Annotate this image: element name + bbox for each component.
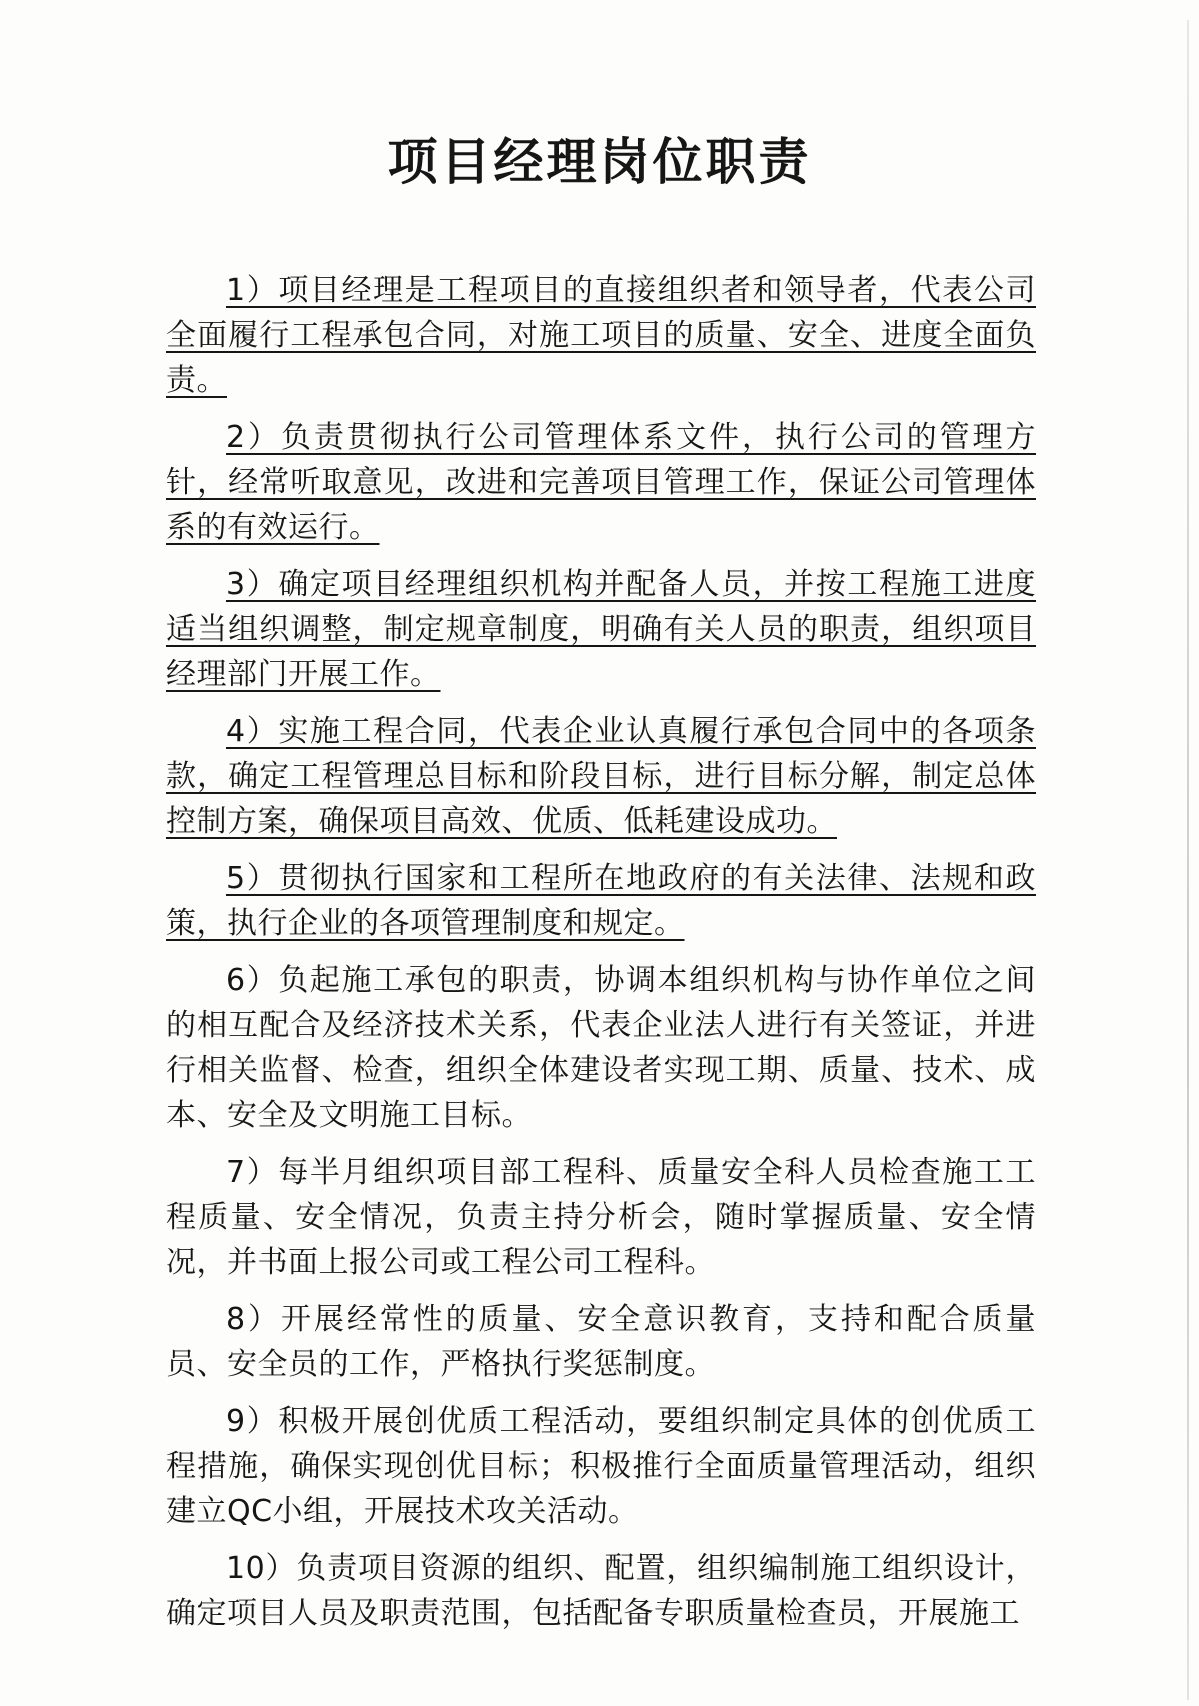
duty-item-1 (166, 268, 1036, 403)
duty-item-3-text: 3）确定项目经理组织机构并配备人员，并按工程施工进度适当组织调整，制定规章制度，明确有关人员的职责，组织项目经理部门开展工作。 (166, 567, 1036, 692)
duty-list (166, 268, 1036, 1648)
duty-item-4 (166, 709, 1036, 844)
duty-item-2 (166, 415, 1036, 550)
duty-item-7: 7）每半月组织项目部工程科、质量安全科人员检查施工工程质量、安全情况，负责主持分析会，随时掌握质量、安全情况，并书面上报公司或工程公司工程科。 (166, 1155, 1036, 1280)
page-title: 项目经理岗位职责 (387, 133, 812, 191)
duty-item-6: 6）负起施工承包的职责，协调本组织机构与协作单位之间的相互配合及经济技术关系，代表企业法人进行有关签证，并进行相关监督、检查，组织全体建设者实现工期、质量、技术、成本、安全及文明施工目标。 (166, 963, 1036, 1133)
duty-item-5 (166, 856, 1036, 946)
duty-item-2-text: 2）负责贯彻执行公司管理体系文件，执行公司的管理方针，经常听取意见，改进和完善项目管理工作，保证公司管理体系的有效运行。 (166, 420, 1036, 545)
duty-item-5-text: 5）贯彻执行国家和工程所在地政府的有关法律、法规和政策，执行企业的各项管理制度和规定。 (166, 861, 1036, 941)
duty-item-9: 9）积极开展创优质工程活动，要组织制定具体的创优质工程措施，确保实现创优目标；积极推行全面质量管理活动，组织建立QC小组，开展技术攻关活动。 (166, 1404, 1036, 1529)
duty-item-1-text: 1）项目经理是工程项目的直接组织者和领导者，代表公司全面履行工程承包合同，对施工项目的质量、安全、进度全面负责。 (166, 273, 1036, 398)
duty-item-3 (166, 562, 1036, 697)
duty-item-10: 10）负责项目资源的组织、配置，组织编制施工组织设计，确定项目人员及职责范围，包括配备专职质量检查员，开展施工 (166, 1551, 1036, 1631)
duty-item-8: 8）开展经常性的质量、安全意识教育，支持和配合质量员、安全员的工作，严格执行奖惩制度。 (166, 1302, 1036, 1382)
scan-edge-line (1187, 20, 1189, 1700)
duty-item-4-text: 4）实施工程合同，代表企业认真履行承包合同中的各项条款，确定工程管理总目标和阶段目标，进行目标分解，制定总体控制方案，确保项目高效、优质、低耗建设成功。 (166, 714, 1036, 839)
